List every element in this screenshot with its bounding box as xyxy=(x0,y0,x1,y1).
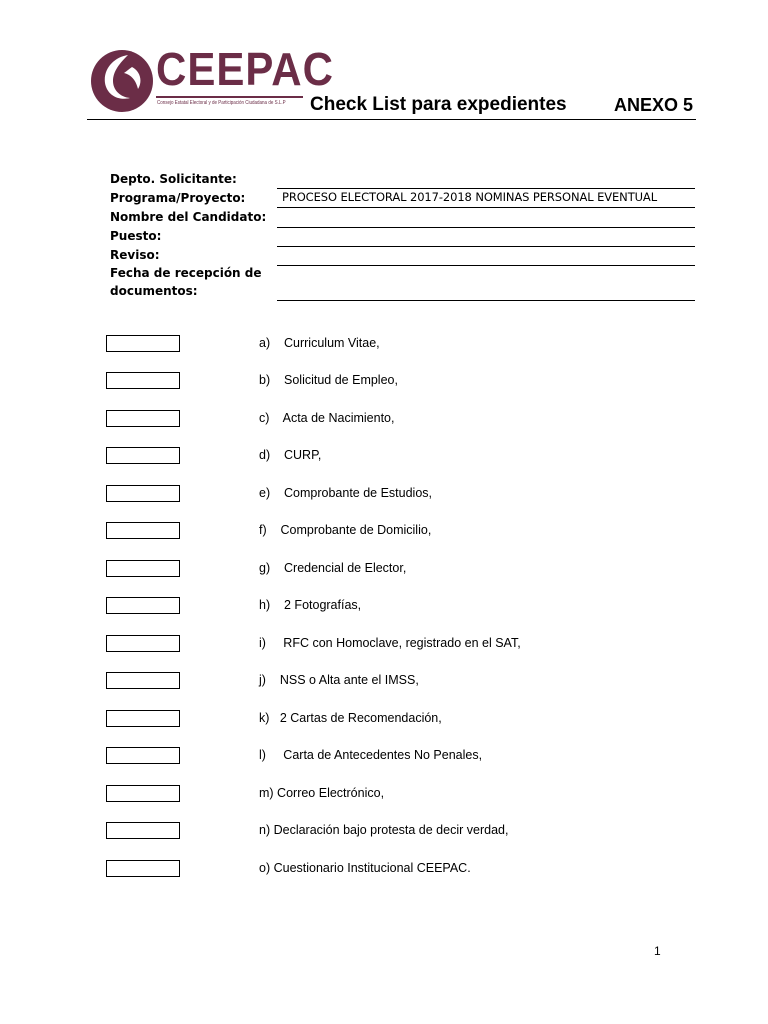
checkbox[interactable] xyxy=(106,410,180,427)
checkbox[interactable] xyxy=(106,447,180,464)
checklist-item xyxy=(0,522,768,542)
checkbox[interactable] xyxy=(106,635,180,652)
checklist-item xyxy=(0,372,768,392)
field-label-puesto: Puesto: xyxy=(110,229,162,243)
checkbox[interactable] xyxy=(106,822,180,839)
checkbox[interactable] xyxy=(106,860,180,877)
checklist-item xyxy=(0,860,768,880)
field-label-programa: Programa/Proyecto: xyxy=(110,191,246,205)
checklist-item xyxy=(0,710,768,730)
checklist-item-label: h) 2 Fotografías, xyxy=(259,598,362,612)
checklist-item xyxy=(0,335,768,355)
checklist-item-label: k) 2 Cartas de Recomendación, xyxy=(259,711,442,725)
checklist-item xyxy=(0,485,768,505)
checkbox[interactable] xyxy=(106,747,180,764)
checklist-item-label: n) Declaración bajo protesta de decir verdad, xyxy=(259,823,509,837)
checklist-item xyxy=(0,447,768,467)
annex-label: ANEXO 5 xyxy=(614,95,694,115)
field-label-fecha: Fecha de recepción de xyxy=(110,266,262,280)
checklist-item xyxy=(0,597,768,617)
checklist-item-label: c) Acta de Nacimiento, xyxy=(259,411,395,425)
checklist-item-label: f) Comprobante de Domicilio, xyxy=(259,523,432,537)
checkbox[interactable] xyxy=(106,522,180,539)
field-label-depto: Depto. Solicitante: xyxy=(110,172,237,186)
field-line-depto xyxy=(277,188,695,189)
checkbox[interactable] xyxy=(106,672,180,689)
checkbox[interactable] xyxy=(106,560,180,577)
header-divider xyxy=(87,119,696,120)
checklist-item xyxy=(0,785,768,805)
field-line-programa xyxy=(277,207,695,208)
field-label-candidato: Nombre del Candidato: xyxy=(110,210,267,224)
checklist-item-label: d) CURP, xyxy=(259,448,322,462)
checklist-item-label: l) Carta de Antecedentes No Penales, xyxy=(259,748,483,762)
checklist-item xyxy=(0,410,768,430)
checklist-item-label: e) Comprobante de Estudios, xyxy=(259,486,433,500)
checklist-item xyxy=(0,822,768,842)
checklist-item-label: m) Correo Electrónico, xyxy=(259,786,385,800)
field-value-programa[interactable]: PROCESO ELECTORAL 2017-2018 NOMINAS PERSONAL EVENTUAL xyxy=(282,190,658,204)
checklist-item-label: j) NSS o Alta ante el IMSS, xyxy=(259,673,419,687)
checkbox[interactable] xyxy=(106,710,180,727)
checkbox[interactable] xyxy=(106,335,180,352)
checklist-item-label: i) RFC con Homoclave, registrado en el SAT, xyxy=(259,636,521,650)
document-title: Check List para expedientes xyxy=(310,94,567,115)
logo-divider xyxy=(156,96,303,98)
checkbox[interactable] xyxy=(106,372,180,389)
field-line-puesto xyxy=(277,246,695,247)
ceepac-logo xyxy=(88,43,334,117)
checkbox[interactable] xyxy=(106,597,180,614)
field-label-reviso: Reviso: xyxy=(110,248,160,262)
checklist-item xyxy=(0,635,768,655)
page-number: 1 xyxy=(654,944,661,958)
checklist-item-label: a) Curriculum Vitae, xyxy=(259,336,380,350)
field-line-reviso xyxy=(277,265,695,266)
checklist-item xyxy=(0,560,768,580)
logo-wordmark: CEEPAC xyxy=(156,43,334,95)
checklist-item-label: b) Solicitud de Empleo, xyxy=(259,373,398,387)
checklist-item-label: o) Cuestionario Institucional CEEPAC. xyxy=(259,861,471,875)
field-line-fecha xyxy=(277,300,695,301)
field-line-candidato xyxy=(277,227,695,228)
checklist-item xyxy=(0,672,768,692)
checkbox[interactable] xyxy=(106,485,180,502)
logo-subtitle: Consejo Estatal Electoral y de Participación Ciudadana de S.L.P xyxy=(157,100,286,106)
ceepac-logo-icon xyxy=(88,45,156,115)
field-label-documentos: documentos: xyxy=(110,284,198,298)
checklist-item xyxy=(0,747,768,767)
checklist-item-label: g) Credencial de Elector, xyxy=(259,561,407,575)
checkbox[interactable] xyxy=(106,785,180,802)
